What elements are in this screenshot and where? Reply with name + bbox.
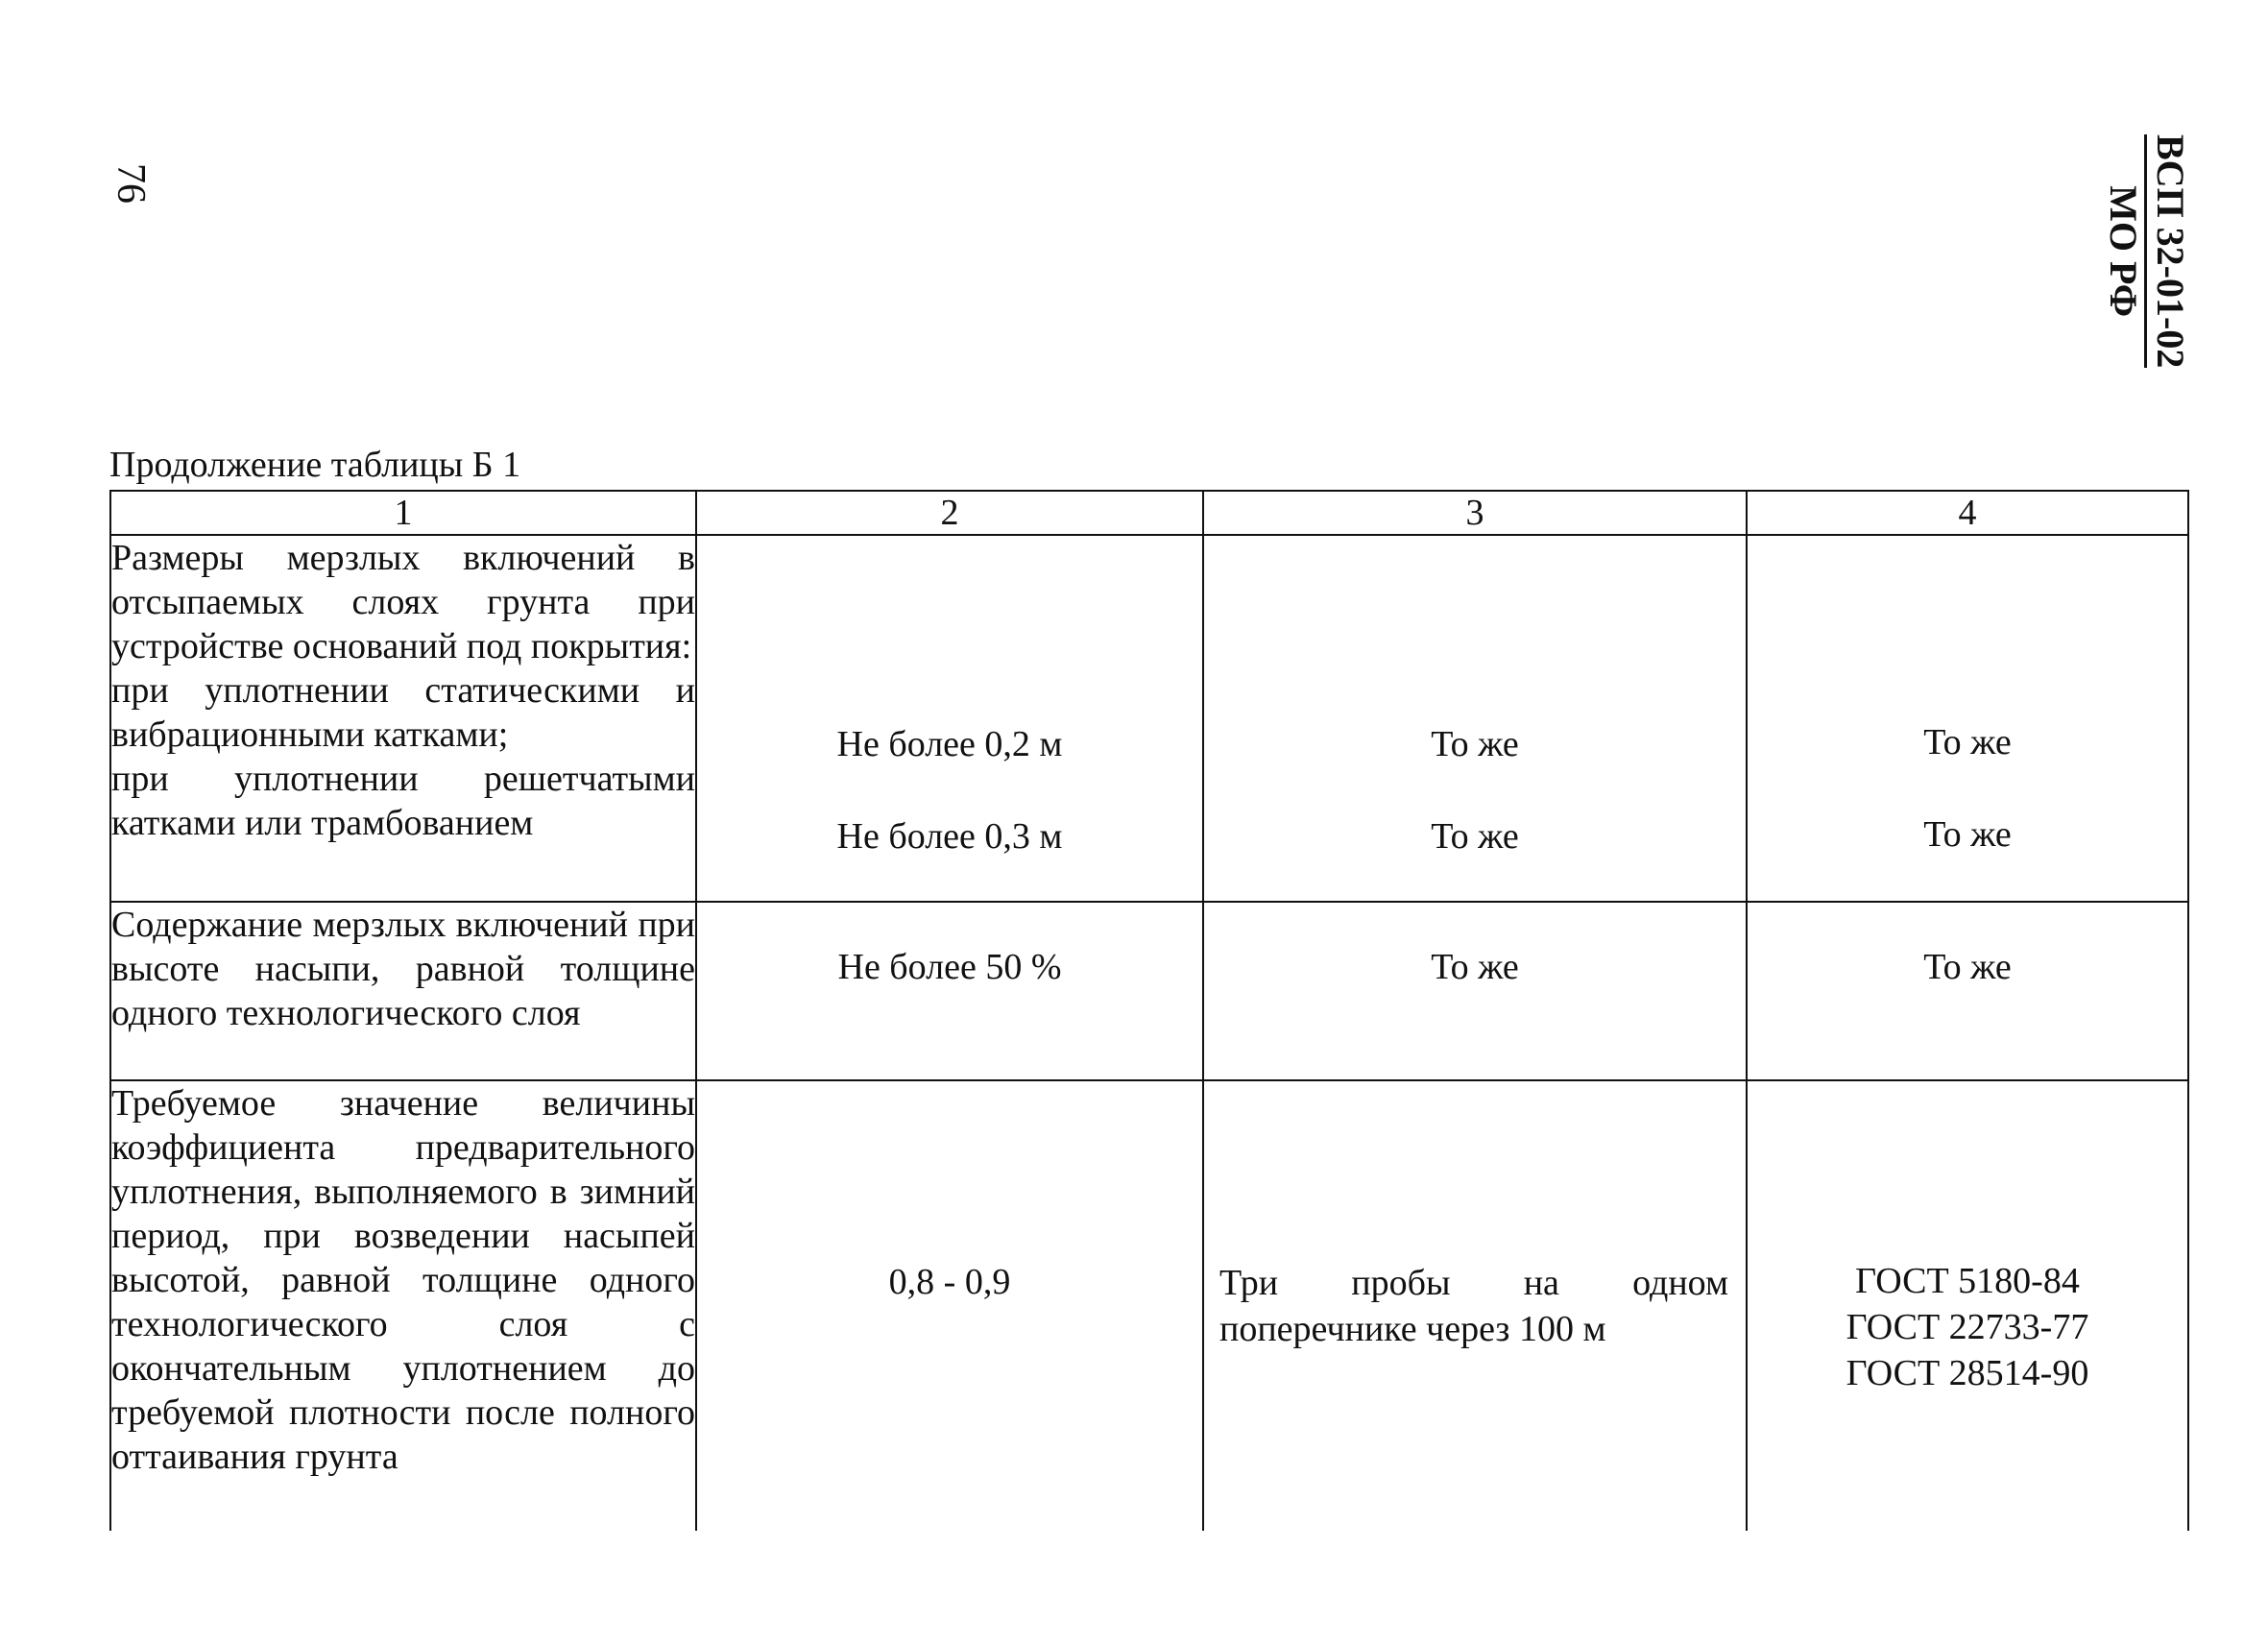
parameter-subitem: при уплотнении решетчатыми катками или трамбованием	[111, 759, 695, 843]
value-text: То же	[1431, 816, 1519, 857]
parameter-subitem: при уплотнении статическими и вибрационными катками;	[111, 670, 695, 755]
document-code-line-2: МО РФ	[2102, 185, 2145, 318]
value-cell	[1203, 535, 1747, 902]
standards-list	[1748, 1258, 2187, 1396]
column-header-1: 1	[110, 491, 696, 535]
value-text: Не более 0,3 м	[836, 816, 1063, 857]
table-row	[110, 1080, 2188, 1531]
value-cell	[696, 1080, 1203, 1531]
value-text: 0,8 - 0,9	[888, 1262, 1011, 1302]
table-row	[110, 902, 2188, 1080]
value-cell	[1747, 1080, 2188, 1531]
value-cell	[1203, 1080, 1747, 1531]
value-text: То же	[1923, 814, 2012, 855]
value-cell	[1203, 902, 1747, 1080]
parameter-text: Требуемое значение величины коэффициента предварительного уплотнения, выполняемого в зимний период, при возведении насыпей высотой, равной толщине одного технологического слоя с окончательным уплотнением до требуемой плотности после полного оттаивания грунта	[111, 1083, 695, 1477]
document-code	[2102, 134, 2191, 368]
value-text: Не более 0,2 м	[836, 724, 1063, 764]
column-header-3: 3	[1203, 491, 1747, 535]
column-header-2: 2	[696, 491, 1203, 535]
value-cell	[696, 902, 1203, 1080]
document-code-line-1: ВСП 32-01-02	[2144, 134, 2191, 368]
value-text: Три пробы на одном поперечнике через 100 м	[1219, 1263, 1728, 1349]
parameter-text: Размеры мерзлых включений в отсыпаемых слоях грунта при устройстве оснований под покрытия:	[111, 538, 695, 666]
parameter-cell	[110, 535, 696, 902]
parameter-cell	[110, 1080, 696, 1531]
value-cell	[1747, 535, 2188, 902]
standard-reference: ГОСТ 28514-90	[1846, 1353, 2089, 1393]
value-text: То же	[1431, 947, 1519, 987]
requirements-table	[109, 490, 2189, 1531]
standard-reference: ГОСТ 22733-77	[1846, 1307, 2089, 1347]
parameter-text: Содержание мерзлых включений при высоте насыпи, равной толщине одного технологического слоя	[111, 905, 695, 1033]
value-text: То же	[1923, 947, 2012, 987]
standard-reference: ГОСТ 5180-84	[1855, 1261, 2080, 1301]
value-text: То же	[1923, 722, 2012, 762]
value-cell	[1747, 902, 2188, 1080]
value-cell	[696, 535, 1203, 902]
value-text: Не более 50 %	[837, 947, 1062, 987]
column-header-4: 4	[1747, 491, 2188, 535]
table-header-row	[110, 491, 2188, 535]
table-caption: Продолжение таблицы Б 1	[109, 445, 521, 485]
parameter-cell	[110, 902, 696, 1080]
page-number: 76	[109, 163, 153, 204]
table-row	[110, 535, 2188, 902]
value-text: То же	[1431, 724, 1519, 764]
